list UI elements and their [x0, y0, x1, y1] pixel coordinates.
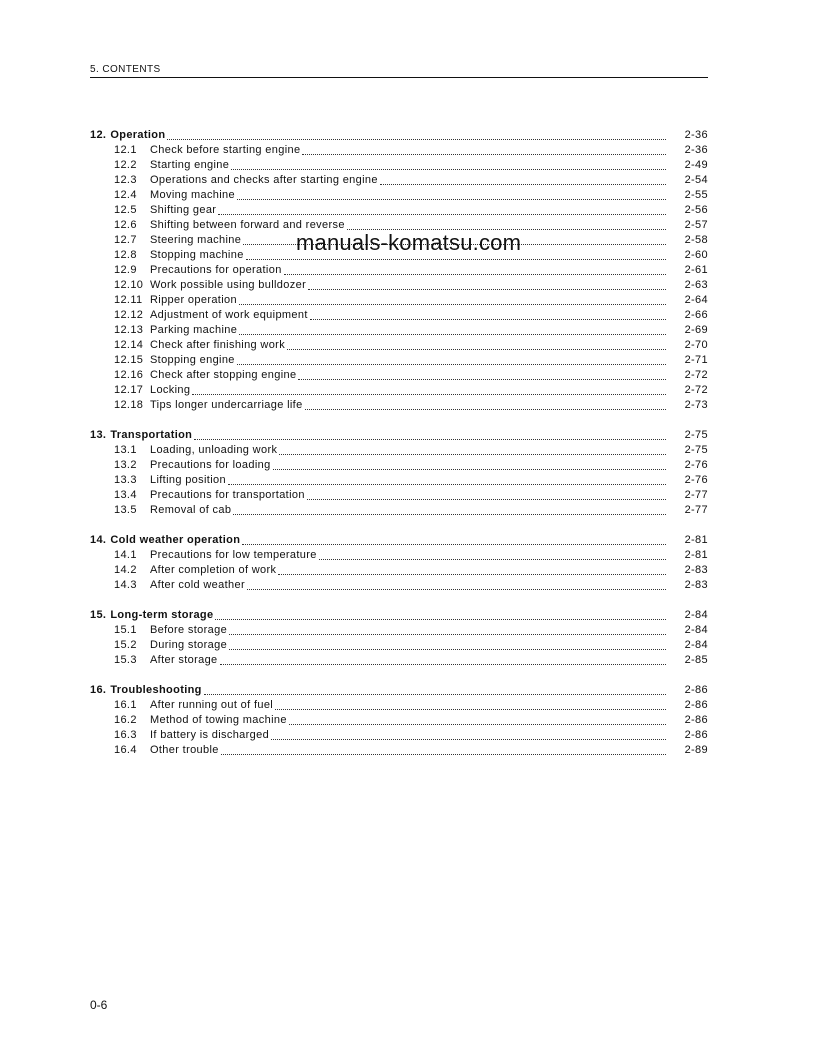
dot-leader: [220, 663, 666, 665]
toc-page-number: 2-77: [684, 489, 708, 501]
toc-entry[interactable]: [90, 173, 708, 188]
toc-title: Operations and checks after starting engine: [150, 174, 378, 186]
toc-number: 15.3: [114, 654, 137, 666]
toc-number: 13.5: [114, 504, 137, 516]
toc-title: Long-term storage: [110, 609, 214, 621]
toc-number: 13.2: [114, 459, 137, 471]
toc-number: 12.12: [114, 309, 144, 321]
dot-leader: [380, 183, 666, 185]
toc-number: 15.1: [114, 624, 137, 636]
toc-number: 12.15: [114, 354, 144, 366]
toc-title: Transportation: [110, 429, 193, 441]
toc-number: 12.2: [114, 159, 137, 171]
dot-leader: [239, 333, 666, 335]
toc-number: 13.4: [114, 489, 137, 501]
toc-number: 13.1: [114, 444, 137, 456]
dot-leader: [246, 258, 666, 260]
toc-number: 14.1: [114, 549, 137, 561]
toc-section-heading[interactable]: [90, 428, 708, 443]
dot-leader: [242, 543, 666, 545]
toc-page-number: 2-73: [684, 399, 708, 411]
dot-leader: [305, 408, 666, 410]
toc-page-number: 2-71: [684, 354, 708, 366]
toc-title: Removal of cab: [150, 504, 232, 516]
toc-title: Precautions for transportation: [150, 489, 305, 501]
dot-leader: [289, 723, 666, 725]
toc-page-number: 2-69: [684, 324, 708, 336]
toc-entry[interactable]: [90, 353, 708, 368]
toc-number: 12.5: [114, 204, 137, 216]
dot-leader: [215, 618, 666, 620]
dot-leader: [308, 288, 666, 290]
dot-leader: [273, 468, 666, 470]
toc-number: 14.: [90, 534, 107, 546]
toc-title: Cold weather operation: [110, 534, 241, 546]
toc-entry[interactable]: [90, 488, 708, 503]
toc-title: Tips longer undercarriage life: [150, 399, 303, 411]
toc-number: 12.11: [114, 294, 143, 306]
toc-page-number: 2-63: [684, 279, 708, 291]
toc-page-number: 2-81: [684, 534, 708, 546]
toc-entry[interactable]: [90, 503, 708, 518]
toc-number: 12.17: [114, 384, 144, 396]
toc-title: After completion of work: [150, 564, 277, 576]
toc-page-number: 2-61: [684, 264, 708, 276]
toc-entry[interactable]: [90, 323, 708, 338]
toc-section: [90, 428, 708, 518]
toc-page-number: 2-56: [684, 204, 708, 216]
dot-leader: [298, 378, 666, 380]
toc-entry[interactable]: [90, 263, 708, 278]
toc-title: Work possible using bulldozer: [150, 279, 307, 291]
dot-leader: [247, 588, 666, 590]
toc-number: 16.1: [114, 699, 137, 711]
toc-title: During storage: [150, 639, 228, 651]
toc-title: Loading, unloading work: [150, 444, 278, 456]
toc-section: [90, 128, 708, 413]
toc-title: Precautions for low temperature: [150, 549, 317, 561]
toc-entry[interactable]: [90, 578, 708, 593]
page-number: 0-6: [90, 998, 108, 1012]
toc-entry[interactable]: [90, 293, 708, 308]
toc-page-number: 2-84: [684, 609, 708, 621]
toc-title: Shifting gear: [150, 204, 217, 216]
running-header: [90, 64, 708, 75]
toc-entry[interactable]: [90, 698, 708, 713]
toc-section-heading[interactable]: [90, 533, 708, 548]
toc-entry[interactable]: [90, 653, 708, 668]
toc-number: 14.3: [114, 579, 137, 591]
toc-section: [90, 608, 708, 668]
toc-page-number: 2-72: [684, 384, 708, 396]
toc-number: 12.8: [114, 249, 137, 261]
toc-page-number: 2-60: [684, 249, 708, 261]
dot-leader: [284, 273, 666, 275]
dot-leader: [194, 438, 666, 440]
dot-leader: [319, 558, 666, 560]
toc-entry[interactable]: [90, 398, 708, 413]
toc-page-number: 2-76: [684, 459, 708, 471]
toc-title: Stopping machine: [150, 249, 244, 261]
toc-title: Method of towing machine: [150, 714, 287, 726]
toc-page-number: 2-84: [684, 639, 708, 651]
dot-leader: [192, 393, 666, 395]
toc-title: Locking: [150, 384, 191, 396]
toc-page-number: 2-70: [684, 339, 708, 351]
toc-page-number: 2-85: [684, 654, 708, 666]
toc-number: 15.: [90, 609, 107, 621]
toc-entry[interactable]: [90, 308, 708, 323]
toc-title: Shifting between forward and reverse: [150, 219, 345, 231]
toc-entry[interactable]: [90, 638, 708, 653]
table-of-contents: [90, 128, 708, 773]
toc-entry[interactable]: [90, 458, 708, 473]
toc-number: 12.13: [114, 324, 144, 336]
toc-title: After cold weather: [150, 579, 245, 591]
toc-page-number: 2-86: [684, 714, 708, 726]
toc-title: Stopping engine: [150, 354, 235, 366]
toc-page-number: 2-86: [684, 729, 708, 741]
toc-page-number: 2-86: [684, 699, 708, 711]
toc-page-number: 2-89: [684, 744, 708, 756]
toc-page-number: 2-57: [684, 219, 708, 231]
dot-leader: [167, 138, 666, 140]
dot-leader: [275, 708, 666, 710]
toc-number: 12.7: [114, 234, 137, 246]
dot-leader: [271, 738, 666, 740]
toc-title: Check before starting engine: [150, 144, 301, 156]
toc-number: 12.10: [114, 279, 144, 291]
toc-page-number: 2-66: [684, 309, 708, 321]
toc-title: Troubleshooting: [110, 684, 202, 696]
dot-leader: [302, 153, 666, 155]
toc-number: 15.2: [114, 639, 137, 651]
toc-entry[interactable]: [90, 443, 708, 458]
toc-number: 12.4: [114, 189, 137, 201]
toc-title: After storage: [150, 654, 218, 666]
toc-number: 12.18: [114, 399, 144, 411]
toc-page-number: 2-75: [684, 429, 708, 441]
toc-page-number: 2-84: [684, 624, 708, 636]
dot-leader: [231, 168, 666, 170]
toc-page-number: 2-58: [684, 234, 708, 246]
toc-page-number: 2-76: [684, 474, 708, 486]
toc-number: 16.2: [114, 714, 137, 726]
dot-leader: [287, 348, 666, 350]
dot-leader: [237, 198, 666, 200]
toc-entry[interactable]: [90, 158, 708, 173]
dot-leader: [229, 648, 666, 650]
watermark-text: manuals-komatsu.com: [296, 230, 522, 255]
toc-entry[interactable]: [90, 278, 708, 293]
toc-page-number: 2-54: [684, 174, 708, 186]
toc-number: 12.3: [114, 174, 137, 186]
toc-entry[interactable]: [90, 713, 708, 728]
toc-number: 12.14: [114, 339, 144, 351]
toc-page-number: 2-36: [684, 144, 708, 156]
toc-title: Precautions for loading: [150, 459, 271, 471]
toc-section-heading[interactable]: [90, 128, 708, 143]
toc-entry[interactable]: [90, 743, 708, 758]
dot-leader: [279, 453, 666, 455]
dot-leader: [233, 513, 666, 515]
toc-number: 13.: [90, 429, 107, 441]
toc-page-number: 2-77: [684, 504, 708, 516]
header-rule: [90, 77, 708, 78]
dot-leader: [310, 318, 666, 320]
toc-entry[interactable]: [90, 623, 708, 638]
toc-title: Lifting position: [150, 474, 226, 486]
toc-number: 12.6: [114, 219, 137, 231]
toc-number: 14.2: [114, 564, 137, 576]
dot-leader: [204, 693, 666, 695]
dot-leader: [218, 213, 666, 215]
toc-section-heading[interactable]: [90, 608, 708, 623]
toc-entry[interactable]: [90, 188, 708, 203]
toc-entry[interactable]: [90, 563, 708, 578]
toc-page-number: 2-83: [684, 579, 708, 591]
dot-leader: [278, 573, 666, 575]
dot-leader: [237, 363, 666, 365]
toc-title: Adjustment of work equipment: [150, 309, 308, 321]
toc-number: 12.: [90, 129, 107, 141]
toc-page-number: 2-72: [684, 369, 708, 381]
toc-title: Starting engine: [150, 159, 230, 171]
toc-title: Steering machine: [150, 234, 242, 246]
toc-title: Moving machine: [150, 189, 235, 201]
toc-number: 12.9: [114, 264, 137, 276]
toc-title: Check after finishing work: [150, 339, 286, 351]
dot-leader: [229, 633, 666, 635]
header-title: 5. CONTENTS: [90, 64, 161, 75]
toc-entry[interactable]: [90, 338, 708, 353]
toc-page-number: 2-86: [684, 684, 708, 696]
toc-entry[interactable]: [90, 728, 708, 743]
toc-page-number: 2-81: [684, 549, 708, 561]
toc-number: 16.4: [114, 744, 137, 756]
toc-section: [90, 683, 708, 758]
toc-number: 12.1: [114, 144, 137, 156]
toc-title: Precautions for operation: [150, 264, 282, 276]
toc-title: Operation: [110, 129, 166, 141]
toc-title: After running out of fuel: [150, 699, 274, 711]
toc-entry[interactable]: [90, 473, 708, 488]
toc-entry[interactable]: [90, 143, 708, 158]
toc-entry[interactable]: [90, 548, 708, 563]
toc-entry[interactable]: [90, 368, 708, 383]
toc-page-number: 2-75: [684, 444, 708, 456]
toc-page-number: 2-55: [684, 189, 708, 201]
toc-title: Ripper operation: [150, 294, 237, 306]
dot-leader: [307, 498, 666, 500]
toc-entry[interactable]: [90, 203, 708, 218]
dot-leader: [239, 303, 666, 305]
toc-title: Other trouble: [150, 744, 219, 756]
dot-leader: [221, 753, 666, 755]
toc-page-number: 2-36: [684, 129, 708, 141]
toc-number: 13.3: [114, 474, 137, 486]
toc-number: 16.3: [114, 729, 137, 741]
toc-title: Parking machine: [150, 324, 238, 336]
toc-title: Check after stopping engine: [150, 369, 297, 381]
toc-page-number: 2-83: [684, 564, 708, 576]
toc-page-number: 2-64: [684, 294, 708, 306]
toc-number: 16.: [90, 684, 107, 696]
toc-title: If battery is discharged: [150, 729, 270, 741]
dot-leader: [228, 483, 666, 485]
toc-page-number: 2-49: [684, 159, 708, 171]
toc-title: Before storage: [150, 624, 228, 636]
toc-number: 12.16: [114, 369, 144, 381]
toc-section-heading[interactable]: [90, 683, 708, 698]
toc-section: [90, 533, 708, 593]
toc-entry[interactable]: [90, 383, 708, 398]
